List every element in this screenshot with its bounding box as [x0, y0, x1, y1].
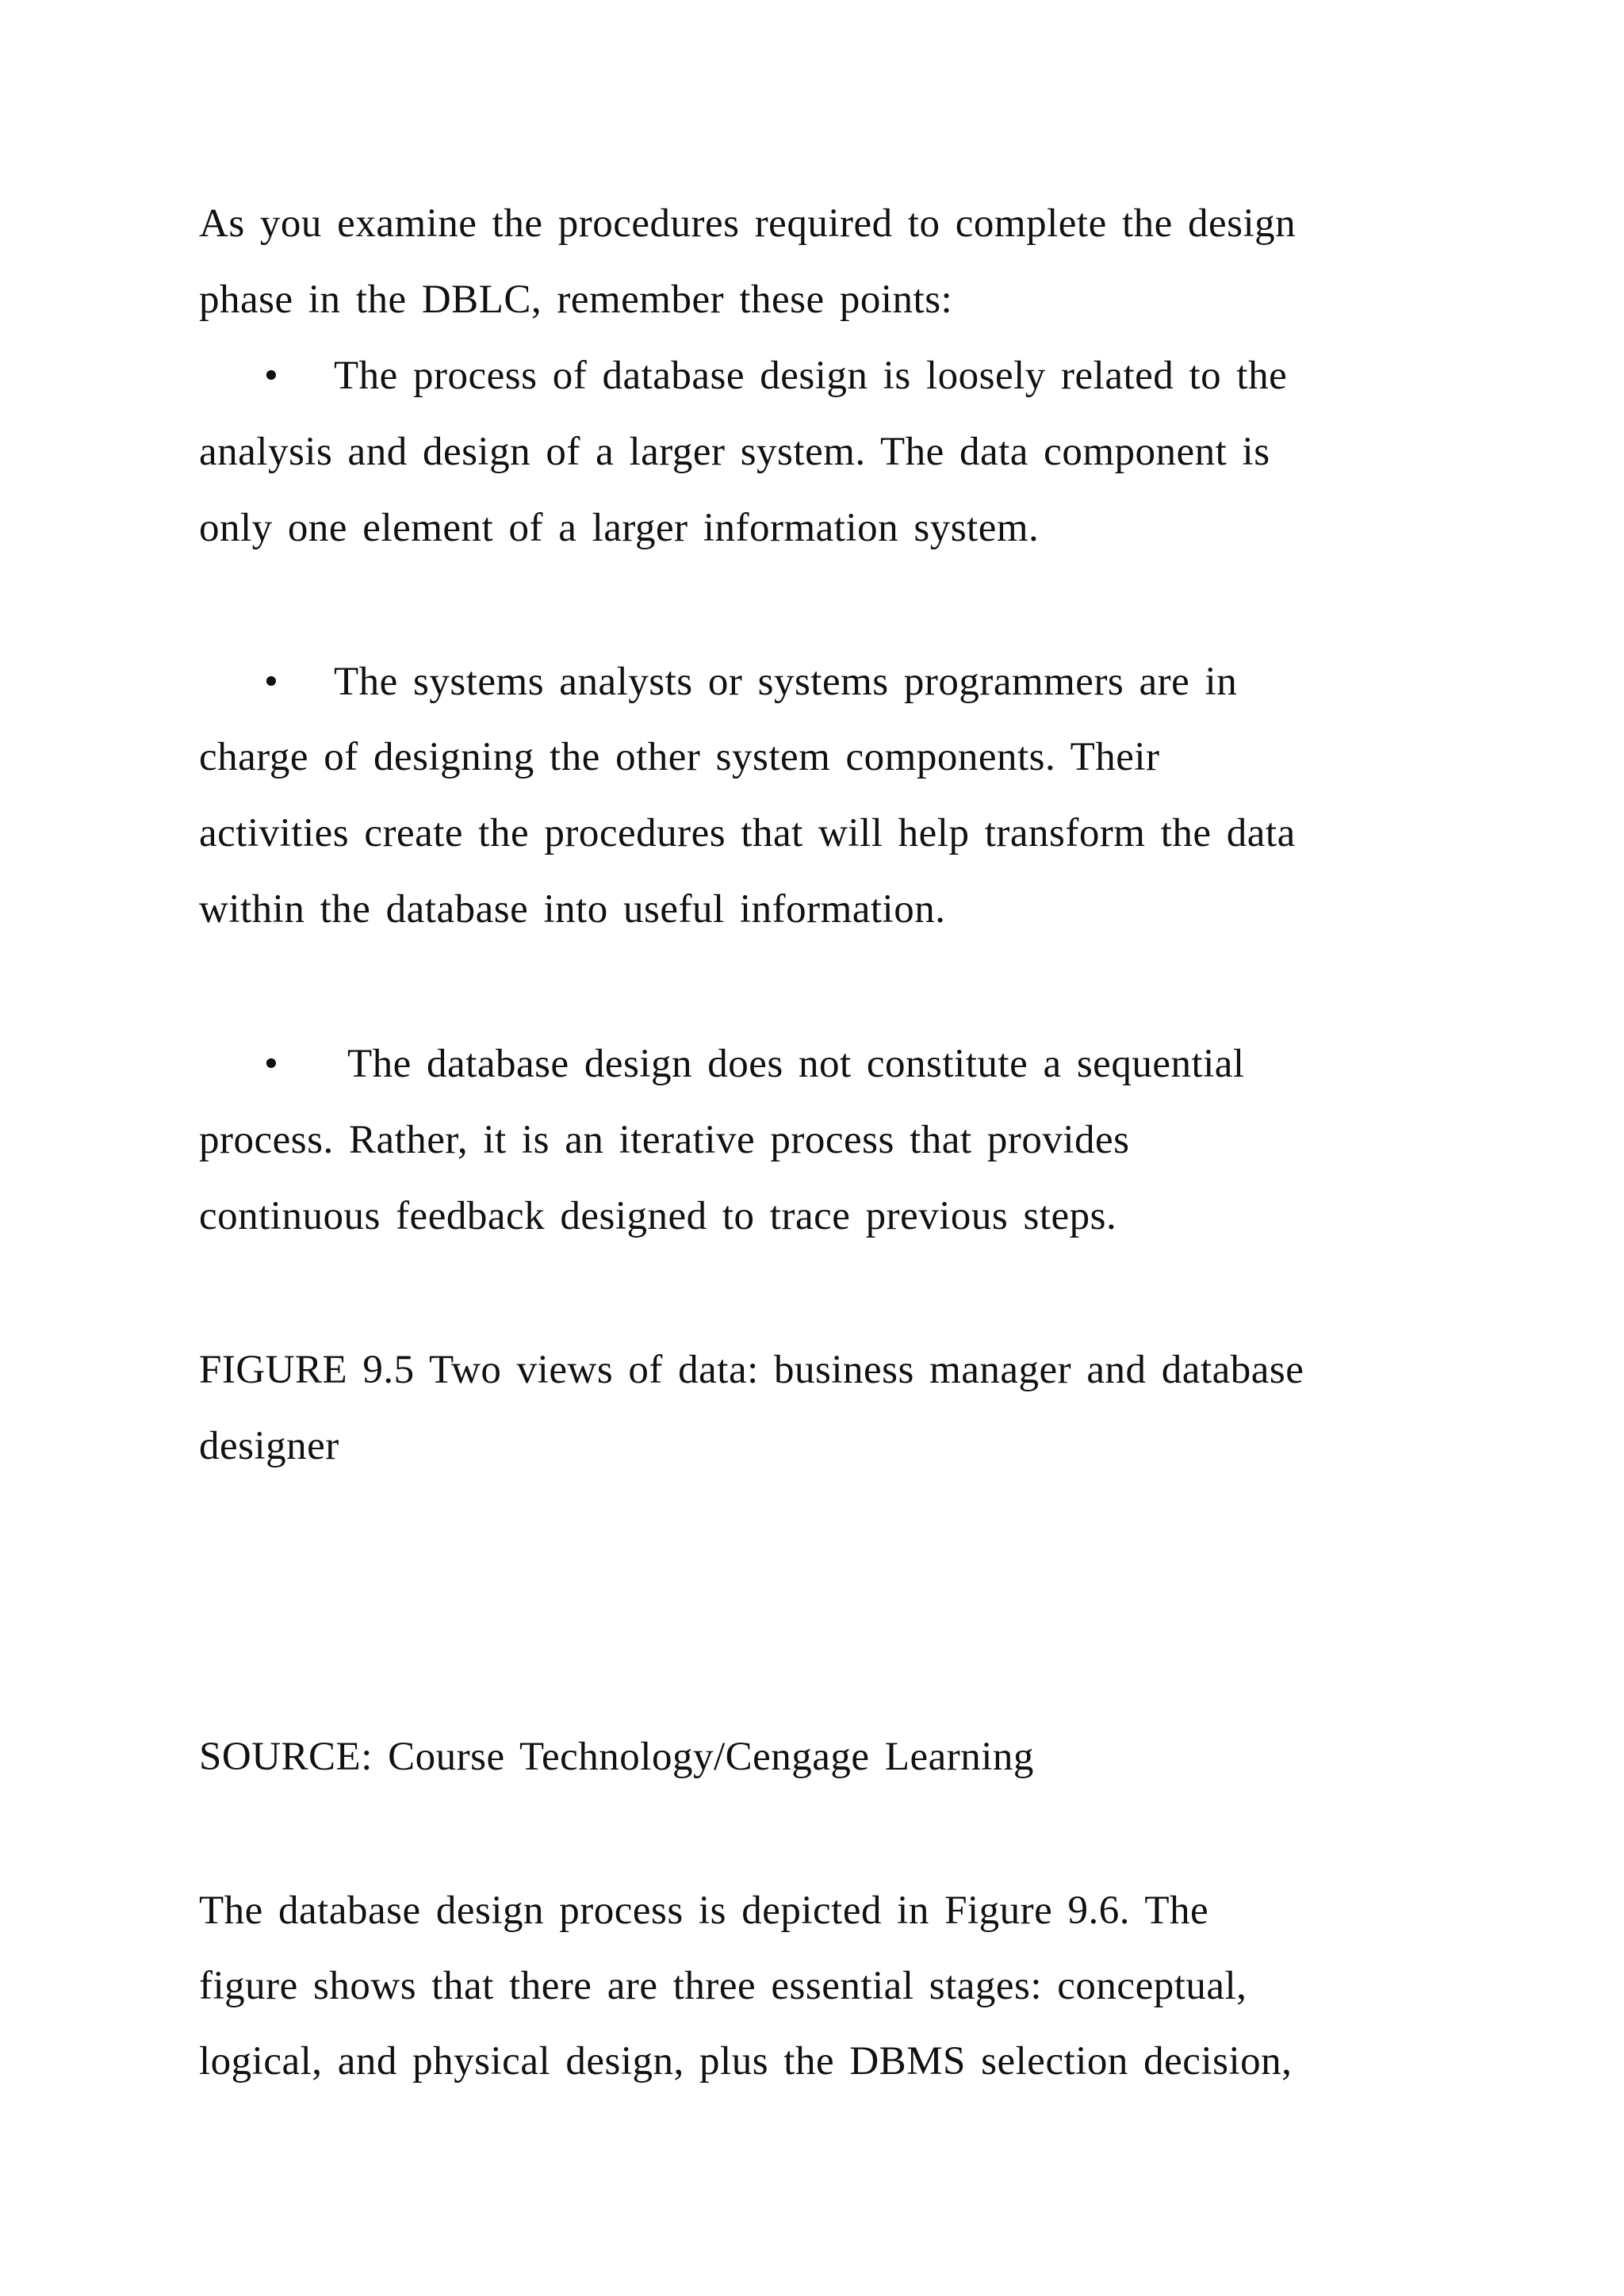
closing-line: figure shows that there are three essential stages: conceptual, — [199, 1964, 1247, 2008]
bullet-2-line: activities create the procedures that will help transform the data — [199, 811, 1296, 855]
intro-line: As you examine the procedures required to complete the design — [199, 201, 1297, 246]
source-line: SOURCE: Course Technology/Cengage Learning — [199, 1735, 1034, 1779]
bullet-2-line: within the database into useful information. — [199, 887, 946, 932]
bullet-3-line: The database design does not constitute a sequential — [347, 1042, 1245, 1086]
bullet-dot: • — [264, 660, 278, 704]
intro-line: phase in the DBLC, remember these points: — [199, 277, 953, 322]
bullet-2-line: The systems analysts or systems programmers are in — [334, 660, 1238, 704]
closing-line: The database design process is depicted in Figure 9.6. The — [199, 1888, 1209, 1933]
bullet-2-line: charge of designing the other system components. Their — [199, 735, 1160, 779]
figure-caption-line: FIGURE 9.5 Two views of data: business manager and database — [199, 1348, 1304, 1392]
figure-caption-line: designer — [199, 1424, 339, 1468]
bullet-1-line: only one element of a larger information system. — [199, 506, 1040, 550]
bullet-1-line: The process of database design is loosely related to the — [334, 354, 1288, 398]
bullet-3-line: continuous feedback designed to trace previous steps. — [199, 1194, 1117, 1238]
bullet-3-line: process. Rather, it is an iterative process that provides — [199, 1118, 1130, 1162]
closing-line: logical, and physical design, plus the DBMS selection decision, — [199, 2039, 1293, 2084]
bullet-1-line: analysis and design of a larger system. The data component is — [199, 430, 1270, 474]
bullet-dot: • — [264, 354, 278, 398]
bullet-dot: • — [264, 1042, 278, 1086]
